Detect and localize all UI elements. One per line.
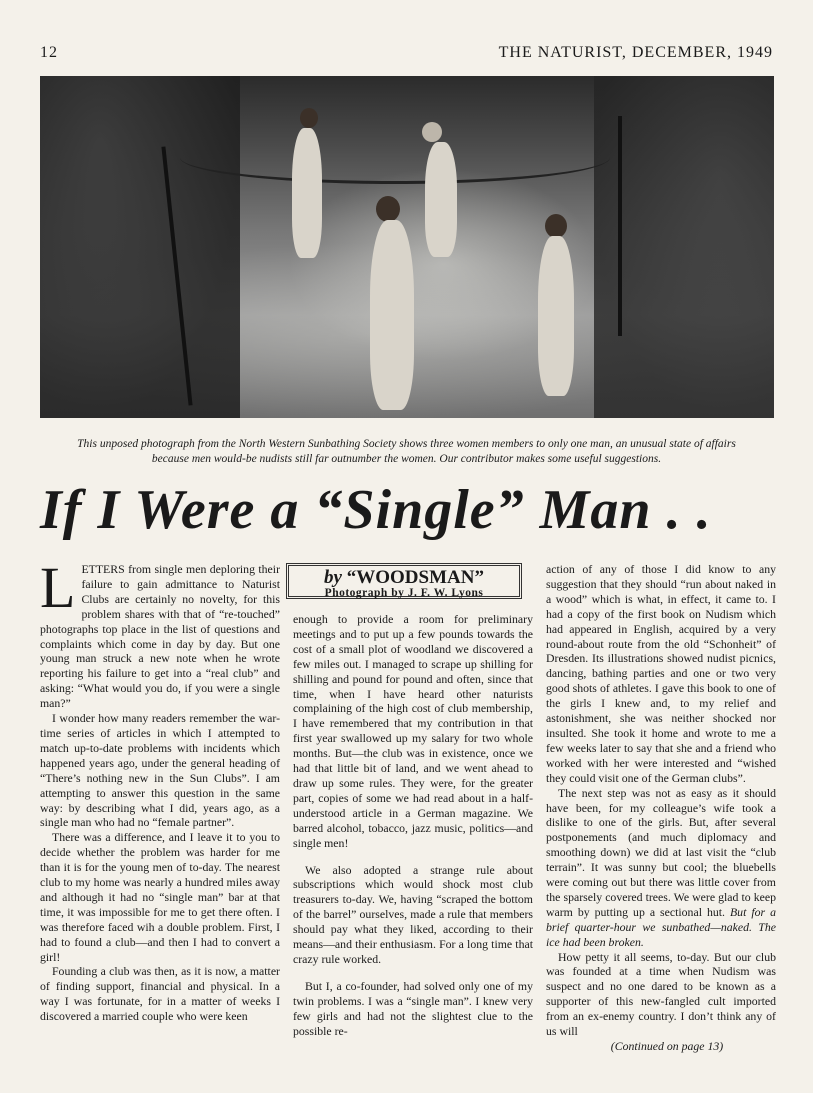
paragraph: There was a difference, and I leave it to you to decide whether the problem was harder for me than it is for the young men of to-day. The nearest club to my home was nearly a hundred miles away and although it had no “single man” bar at that time, it was impossible for me to get there often. I was therefore faced wih a double problem. First, I had to found a club—and then I had to convert a girl! [40, 830, 280, 964]
photo-caption: This unposed photograph from the North Western Sunbathing Society shows three women members to only one man, an unusual state of affairs because men would-be nudists still far outnumber the women. Our contributor makes some useful suggestions. [77, 438, 736, 465]
net-post-right [618, 116, 622, 336]
paragraph: enough to provide a room for preliminary meetings and to put up a few pounds towards the cost of a small plot of woodland we discovered a few miles out. I managed to scrape up shilling for shilling and pound for pound and often, since that time, when I have heard other naturists complaining of the high cost of club membership, I have remembered that my contribution in that first year swallowed up my salary for two whole months. But—the club was in existence, once we had that little bit of land, and we went ahead to draw up some rules. They were, for the greater part, copies of some we had read about in a half-understood article in a German magazine. We barred alcohol, tobacco, jazz music, politics—and single men! [293, 612, 533, 850]
volleyball-photograph [40, 76, 774, 418]
paragraph: action of any of those I did know to any suggestion that they should “run about naked in a wood” which is what, in effect, it came to. I had a copy of the first book on Nudism which had appeared in English, acquired by a very round-about route from the old “Schonheit” of Dresden. Its illustrations showed nudist picnics, dancing, bathing parties and one or two very good shots of athletes. I gave this book to one of the girls I knew and, to my relief and astonishment, she was neither shocked nor insulted. She took it home and wrote to me a few weeks later to say that she and a friend who worked with her were interested and “wished they could visit one of the German clubs”. [546, 562, 776, 785]
paragraph: The next step was not as easy as it should have been, for my colleague’s wife took a dislike to one of the girls. But, after several postponements (and much diplomacy and smoothing down) we did at last visit the “club terrain”. It was sunny but cool; the bluebells were coming out but there was little cover from the sparsely covered trees. We were glad to keep warm by putting up a sectional hut. But for a brief quarter-hour we sunbathed—naked. The ice had been broken. [546, 785, 776, 949]
column-3 [546, 562, 776, 1054]
column-1 [40, 555, 280, 1024]
byline-author: “WOODSMAN” [346, 567, 484, 588]
column-2 [293, 612, 533, 1038]
drop-cap: L [40, 555, 76, 620]
running-header [40, 44, 773, 64]
article-title: If I Were a “Single” Man . . [40, 479, 712, 541]
figure-woman-center [370, 220, 414, 410]
paragraph: We also adopted a strange rule about subscriptions which would shock most club treasurers to-day. We, having “scraped the bottom of the barrel” ourselves, made a rule that members should pay what they liked, according to their means—and their enthusiasm. For a long time that crazy rule worked. [293, 862, 533, 966]
net-rope [180, 131, 610, 184]
running-title: THE NATURIST, DECEMBER, 1949 [498, 44, 773, 61]
continued-note: (Continued on page 13) [610, 1039, 724, 1053]
figure-man [292, 128, 322, 258]
page-number: 12 [40, 44, 58, 61]
paragraph: But I, a co-founder, had solved only one of my twin problems. I was a “single man”. I knew very few girls and had not the slightest clue to the possible re- [293, 978, 533, 1038]
paragraph: LETTERS from single men deploring their failure to gain admittance to Naturist Clubs are certainly no novelty, for this problem shares with that of “re-touched” photographs top place in the list of questions and complaints which come in day by day. But one young man struck a new note when he wrote reporting his failure to get into a “real club” and asking: “What would you do, if you were a single man?” [40, 555, 280, 711]
figure-woman-back [425, 142, 457, 257]
paragraph: I wonder how many readers remember the war-time series of articles in which I attempted to match up-to-date problems with incidents which happened years ago, under the general heading of “There’s nothing new in the Sun Clubs”. I am attempting to answer this question in the same way: by describing what I did, years ago, as a single man who had no “female partner”. [40, 711, 280, 830]
figure-woman-right [538, 236, 574, 396]
paragraph: How petty it all seems, to-day. But our club was founded at a time when Nudism was suspect and no one dared to be known as a supporter of this new-fangled cult imported from an ex-enemy country. I don’t think any of us will [546, 949, 776, 1039]
byline-box [286, 563, 522, 599]
photo-credit: Photograph by J. F. W. Lyons [324, 587, 484, 599]
paragraph: Founding a club was then, as it is now, a matter of finding support, financial and physical. In a way I was fortunate, for in a matter of weeks I discovered a married couple who were keen [40, 964, 280, 1024]
byline-by: by [324, 567, 342, 588]
